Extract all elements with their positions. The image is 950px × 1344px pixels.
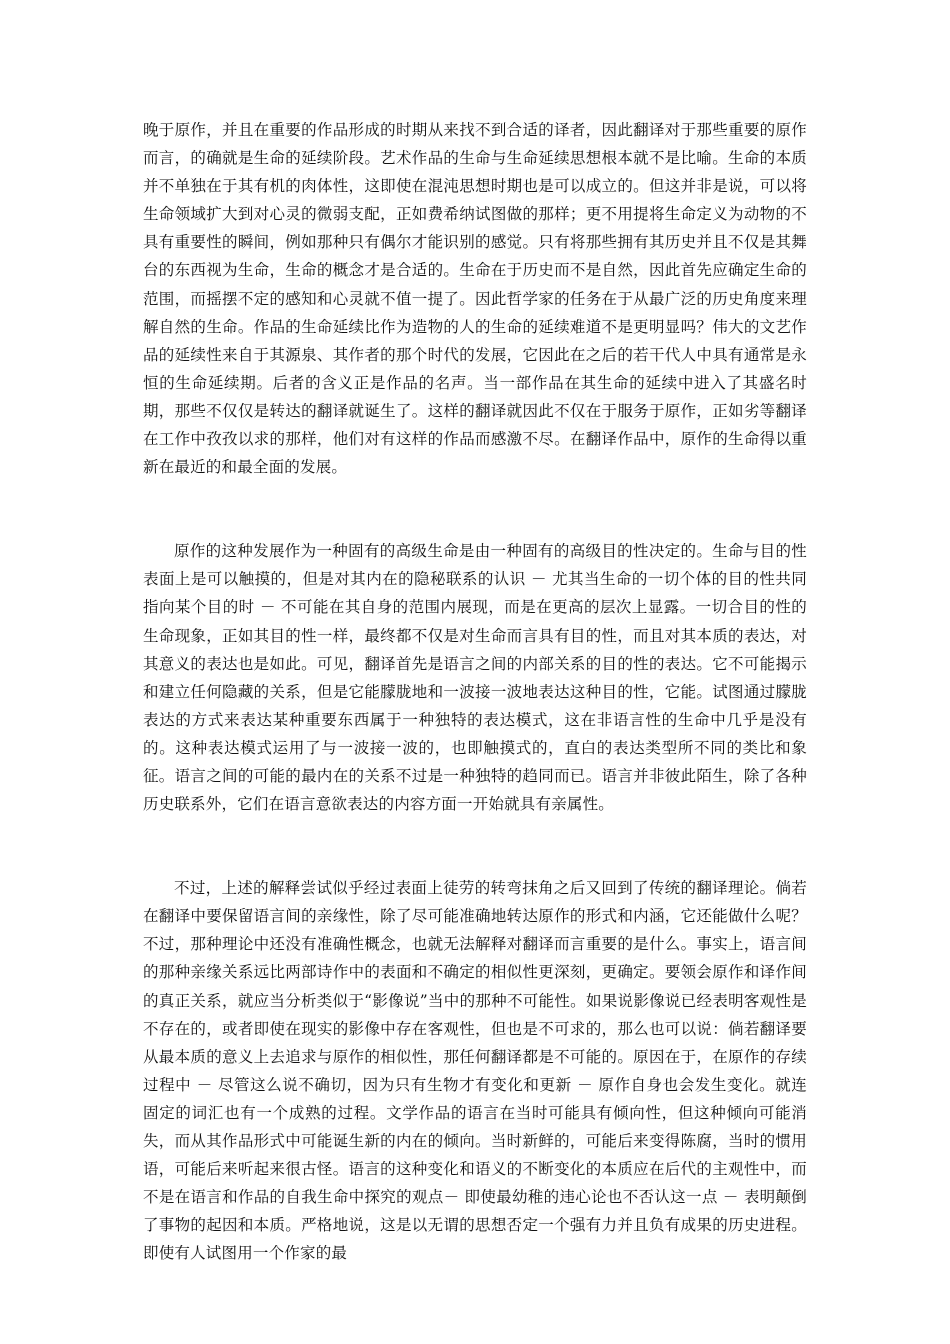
paragraph-2: 原作的这种发展作为一种固有的高级生命是由一种固有的高级目的性决定的。生命与目的性表面上是可以触摸的，但是对其内在的隐秘联系的认识 － 尤其当生命的一切个体的目的性共同指向某个目的时 － 不可能在其自身的范围内展现，而是在更高的层次上显露。一切合目的性的生命现象，正如其目的性一样，最终都不仅是对生命而言具有目的性，而且对其本质的表达，对其意义的表达也是如此。可见，翻译首先是语言之间的内部关系的目的性的表达。它不可能揭示和建立任何隐藏的关系，但是它能朦胧地和一波接一波地表达这种目的性，它能。试图通过朦胧表达的方式来表达某种重要东西属于一种独特的表达模式，这在非语言性的生命中几乎是没有的。这种表达模式运用了与一波接一波的，也即触摸式的，直白的表达类型所不同的类比和象征。语言之间的可能的最内在的关系不过是一种独特的趋同而已。语言并非彼此陌生，除了各种历史联系外，它们在语言意欲表达的内容方面一开始就具有亲属性。 bbox=[143, 542, 807, 814]
paragraph-gap bbox=[143, 481, 807, 537]
document-body bbox=[143, 116, 807, 1267]
paragraph-gap bbox=[143, 818, 807, 874]
paragraph-1: 晚于原作，并且在重要的作品形成的时期从来找不到合适的译者，因此翻译对于那些重要的原作而言，的确就是生命的延续阶段。艺术作品的生命与生命延续思想根本就不是比喻。生命的本质并不单独在于其有机的肉体性，这即使在混沌思想时期也是可以成立的。但这并非是说，可以将生命领域扩大到对心灵的微弱支配，正如费希纳试图做的那样；更不用提将生命定义为动物的不具有重要性的瞬间，例如那种只有偶尔才能识别的感觉。只有将那些拥有其历史并且不仅是其舞台的东西视为生命，生命的概念才是合适的。生命在于历史而不是自然，因此首先应确定生命的范围，而摇摆不定的感知和心灵就不值一提了。因此哲学家的任务在于从最广泛的历史角度来理解自然的生命。作品的生命延续比作为造物的人的生命的延续难道不是更明显吗？伟大的文艺作品的延续性来自于其源泉、其作者的那个时代的发展，它因此在之后的若干代人中具有通常是永恒的生命延续期。后者的含义正是作品的名声。当一部作品在其生命的延续中进入了其盛名时期，那些不仅仅是转达的翻译就诞生了。这样的翻译就因此不仅在于服务于原作，正如劣等翻译在工作中孜孜以求的那样，他们对有这样的作品而感激不尽。在翻译作品中，原作的生命得以重新在最近的和最全面的发展。 bbox=[143, 121, 807, 477]
paragraph-3: 不过，上述的解释尝试似乎经过表面上徒劳的转弯抹角之后又回到了传统的翻译理论。倘若在翻译中要保留语言间的亲缘性，除了尽可能准确地转达原作的形式和内涵，它还能做什么呢？不过，那种理论中还没有准确性概念，也就无法解释对翻译而言重要的是什么。事实上，语言间的那种亲缘关系远比两部诗作中的表面和不确定的相似性更深刻，更确定。要领会原作和译作间的真正关系，就应当分析类似于“影像说”当中的那种不可能性。如果说影像说已经表明客观性是不存在的，或者即使在现实的影像中存在客观性，但也是不可求的，那么也可以说：倘若翻译要从最本质的意义上去追求与原作的相似性，那任何翻译都是不可能的。原因在于，在原作的存续过程中 － 尽管这么说不确切，因为只有生物才有变化和更新 － 原作自身也会发生变化。就连固定的词汇也有一个成熟的过程。文学作品的语言在当时可能具有倾向性，但这种倾向可能消失，而从其作品形式中可能诞生新的内在的倾向。当时新鲜的，可能后来变得陈腐，当时的惯用语，可能后来听起来很古怪。语言的这种变化和语义的不断变化的本质应在后代的主观性中，而不是在语言和作品的自我生命中探究的观点－ 即使最幼稚的违心论也不否认这一点 － 表明颠倒了事物的起因和本质。严格地说，这是以无谓的思想否定一个强有力并且负有成果的历史进程。 即使有人试图用一个作家的最 bbox=[143, 879, 807, 1263]
